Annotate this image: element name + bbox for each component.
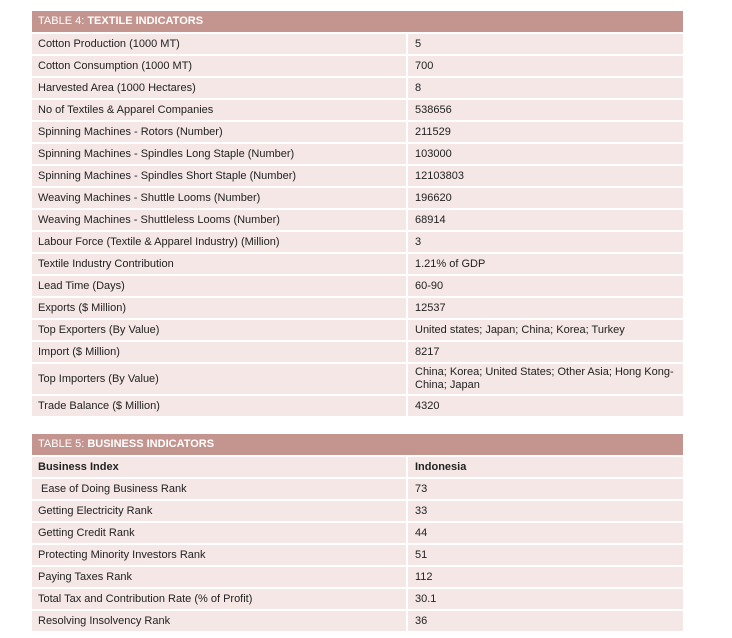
row-label: Exports ($ Million) (32, 298, 408, 320)
row-label: Weaving Machines - Shuttleless Looms (Number) (32, 210, 408, 232)
row-label: Getting Electricity Rank (32, 501, 408, 523)
row-value: 196620 (408, 188, 683, 210)
row-value: 8217 (408, 342, 683, 364)
row-label: Resolving Insolvency Rank (32, 611, 408, 633)
row-label: Harvested Area (1000 Hectares) (32, 78, 408, 100)
row-value: 4320 (408, 396, 683, 418)
row-label: Trade Balance ($ Million) (32, 396, 408, 418)
table-row (32, 320, 683, 342)
business-indicators-body (32, 434, 683, 633)
table-title-row (32, 11, 683, 34)
table-row (32, 298, 683, 320)
table-header-row (32, 457, 683, 479)
table-title-name: BUSINESS INDICATORS (87, 438, 215, 450)
table-row (32, 276, 683, 298)
table-title-name: TEXTILE INDICATORS (87, 15, 204, 27)
row-label: Spinning Machines - Spindles Long Staple (Number) (32, 144, 408, 166)
table-row (32, 144, 683, 166)
table-row (32, 210, 683, 232)
table-row (32, 34, 683, 56)
table-title-prefix: TABLE 5: (38, 438, 88, 450)
table-row (32, 545, 683, 567)
table-row (32, 100, 683, 122)
row-value: 5 (408, 34, 683, 56)
row-value: 30.1 (408, 589, 683, 611)
table-title (32, 434, 683, 457)
row-label: Cotton Consumption (1000 MT) (32, 56, 408, 78)
row-value: China; Korea; United States; Other Asia; Hong Kong-China; Japan (408, 364, 683, 396)
row-label: Labour Force (Textile & Apparel Industry) (Million) (32, 232, 408, 254)
row-value: 73 (408, 479, 683, 501)
table-row (32, 611, 683, 633)
table-row (32, 479, 683, 501)
table-row (32, 188, 683, 210)
row-label: Cotton Production (1000 MT) (32, 34, 408, 56)
row-value: United states; Japan; China; Korea; Turkey (408, 320, 683, 342)
column-header-index: Business Index (32, 457, 408, 479)
row-label: Textile Industry Contribution (32, 254, 408, 276)
row-value: 1.21% of GDP (408, 254, 683, 276)
row-label: Paying Taxes Rank (32, 567, 408, 589)
row-value: 8 (408, 78, 683, 100)
row-label: No of Textiles & Apparel Companies (32, 100, 408, 122)
row-value: 3 (408, 232, 683, 254)
table-row (32, 523, 683, 545)
row-value: 700 (408, 56, 683, 78)
column-header-country: Indonesia (408, 457, 683, 479)
row-label: Import ($ Million) (32, 342, 408, 364)
table-row (32, 166, 683, 188)
table-row (32, 501, 683, 523)
table-title-prefix: TABLE 4: (38, 15, 88, 27)
textile-indicators-body (32, 11, 683, 418)
table-row (32, 396, 683, 418)
table-row (32, 342, 683, 364)
row-label: Spinning Machines - Rotors (Number) (32, 122, 408, 144)
table-row (32, 567, 683, 589)
row-label: Protecting Minority Investors Rank (32, 545, 408, 567)
row-value: 44 (408, 523, 683, 545)
row-value: 12103803 (408, 166, 683, 188)
row-label: Ease of Doing Business Rank (32, 479, 408, 501)
row-value: 12537 (408, 298, 683, 320)
table-row (32, 232, 683, 254)
table-row (32, 122, 683, 144)
row-value: 211529 (408, 122, 683, 144)
table-row (32, 589, 683, 611)
table-title (32, 11, 683, 34)
row-label: Top Importers (By Value) (32, 364, 408, 396)
row-label: Total Tax and Contribution Rate (% of Profit) (32, 589, 408, 611)
row-label: Weaving Machines - Shuttle Looms (Number) (32, 188, 408, 210)
row-value: 112 (408, 567, 683, 589)
row-value: 60-90 (408, 276, 683, 298)
row-value: 538656 (408, 100, 683, 122)
row-value: 68914 (408, 210, 683, 232)
row-value: 51 (408, 545, 683, 567)
table-row (32, 364, 683, 396)
row-label: Lead Time (Days) (32, 276, 408, 298)
row-label: Getting Credit Rank (32, 523, 408, 545)
row-value: 36 (408, 611, 683, 633)
business-indicators-table (32, 434, 683, 633)
row-value: 103000 (408, 144, 683, 166)
table-row (32, 56, 683, 78)
table-row (32, 254, 683, 276)
table-title-row (32, 434, 683, 457)
row-label: Top Exporters (By Value) (32, 320, 408, 342)
row-label: Spinning Machines - Spindles Short Staple (Number) (32, 166, 408, 188)
row-value: 33 (408, 501, 683, 523)
textile-indicators-table (32, 11, 683, 418)
table-row (32, 78, 683, 100)
